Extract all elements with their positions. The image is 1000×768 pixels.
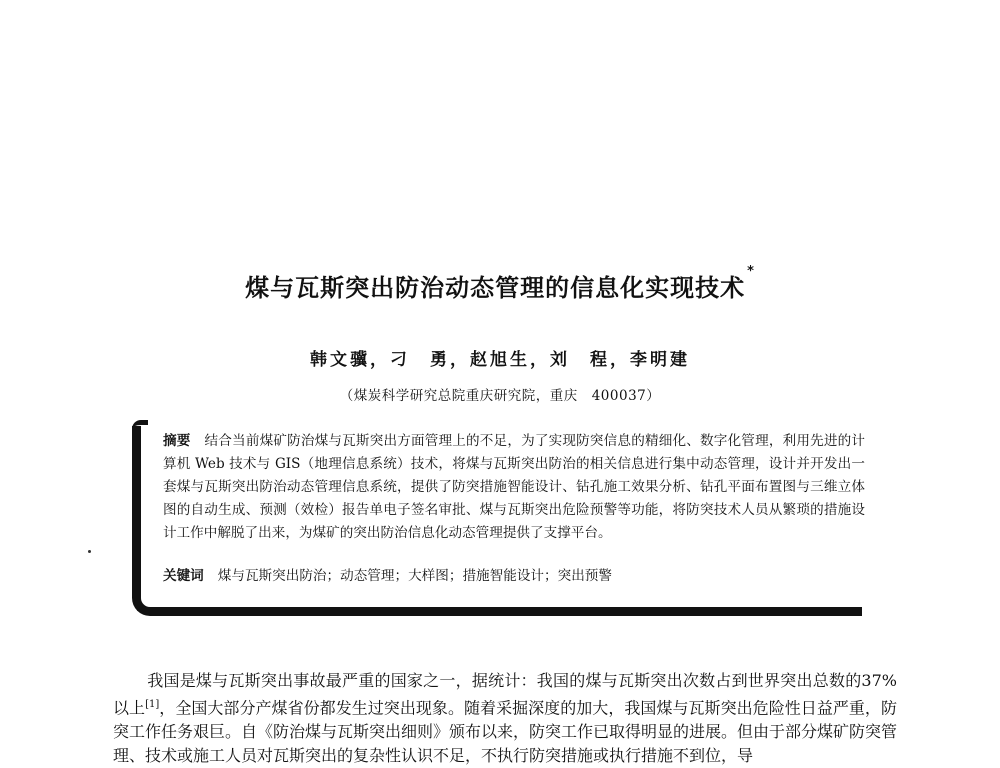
body-paragraph <box>113 669 897 768</box>
body-text-part-2: ，全国大部分产煤省份都发生过突出现象。随着采掘深度的加大，我国煤与瓦斯突出危险性日益严重，防突工作任务艰巨。自《防治煤与瓦斯突出细则》颁布以来，防突工作已取得明显的进展。但由于部分煤矿防突管理、技术或施工人员对瓦斯突出的复杂性认识不足，不执行防突措施或执行措施不到位，导 <box>113 698 898 766</box>
abstract-text: 结合当前煤矿防治煤与瓦斯突出方面管理上的不足，为了实现防突信息的精细化、数字化管理，利用先进的计算机 Web 技术与 GIS（地理信息系统）技术，将煤与瓦斯突出防治的相关信息进行集中动态管理，设计并开发出一套煤与瓦斯突出防治动态管理信息系统，提供了防突措施智能设计、钻孔施工效果分析、钻孔平面布置图与三维立体图的自动生成、预测（效检）报告单电子签名审批、煤与瓦斯突出危险预警等功能，将防突技术人员从繁琐的措施设计工作中解脱了出来，为煤矿的突出防治信息化动态管理提供了支撑平台。 <box>163 433 866 541</box>
keywords-text: 煤与瓦斯突出防治；动态管理；大样图；措施智能设计；突出预警 <box>217 568 612 584</box>
keywords-block <box>163 565 865 588</box>
author-list: 韩文骥，刁 勇，赵旭生，刘 程，李明建 <box>310 350 690 370</box>
paper-title <box>0 264 1000 303</box>
abstract-label: 摘要 <box>163 433 191 449</box>
citation-mark: [1] <box>145 699 160 710</box>
keywords-label: 关键词 <box>163 568 204 584</box>
margin-speck <box>88 550 91 553</box>
title-footnote-mark: * <box>747 264 755 279</box>
paper-title-text: 煤与瓦斯突出防治动态管理的信息化实现技术 <box>245 274 746 302</box>
affiliation: （煤炭科学研究总院重庆研究院，重庆 400037） <box>339 388 661 404</box>
body-text-part-1: 我国是煤与瓦斯突出事故最严重的国家之一，据统计：我国的煤与瓦斯突出次数占到世界突出总数的37%以上 <box>113 671 897 718</box>
abstract-block <box>163 430 865 545</box>
